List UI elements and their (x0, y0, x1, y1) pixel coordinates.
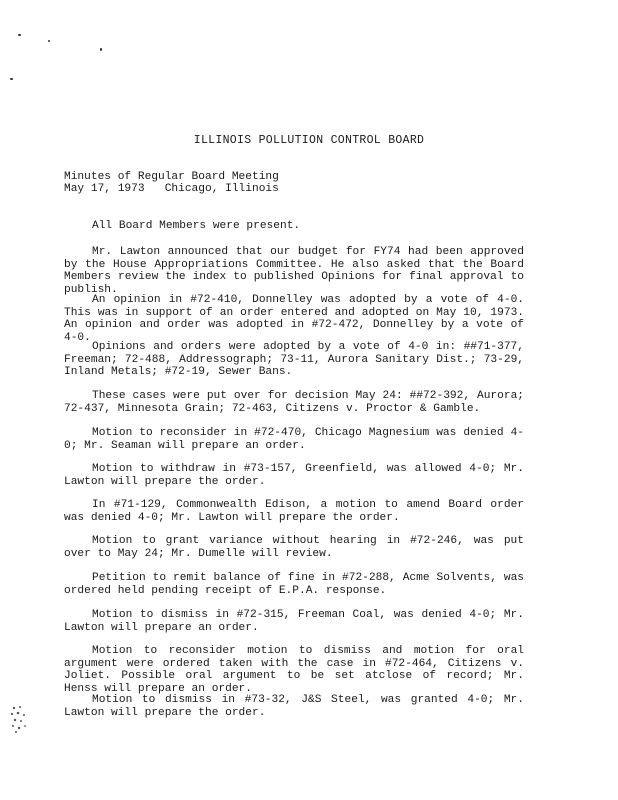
minutes-paragraph: Motion to reconsider motion to dismiss and motion for oral argument were ordered taken with the case in #72-464, Citizens v. Joliet. Possible oral argument to be set atclose of record; Mr. Henss will prepare an order. (64, 645, 524, 695)
scan-speck (10, 78, 13, 80)
minutes-paragraph: In #71-129, Commonwealth Edison, a motion to amend Board order was denied 4-0; Mr. Lawton will prepare the order. (64, 499, 524, 524)
scan-speck (100, 48, 102, 51)
minutes-paragraph: Petition to remit balance of fine in #72-288, Acme Solvents, was ordered held pending receipt of E.P.A. response. (64, 572, 524, 597)
meeting-heading: Minutes of Regular Board Meeting (64, 171, 279, 183)
minutes-paragraph: Motion to dismiss in #72-315, Freeman Coal, was denied 4-0; Mr. Lawton will prepare an order. (64, 609, 524, 634)
minutes-paragraph: Motion to withdraw in #73-157, Greenfield, was allowed 4-0; Mr. Lawton will prepare the order. (64, 463, 524, 488)
archive-stamp-mark (8, 704, 30, 734)
document-title: ILLINOIS POLLUTION CONTROL BOARD (193, 134, 425, 147)
scan-speck (18, 34, 21, 36)
minutes-paragraph: These cases were put over for decision May 24: ##72-392, Aurora; 72-437, Minnesota Grain; 72-463, Citizens v. Proctor & Gamble. (64, 390, 524, 415)
minutes-paragraph: All Board Members were present. (92, 220, 301, 232)
scan-speck (48, 40, 50, 42)
minutes-paragraph: Opinions and orders were adopted by a vote of 4-0 in: ##71-377, Freeman; 72-488, Addressograph; 73-11, Aurora Sanitary Dist.; 73-29, Inland Metals; #72-19, Sewer Bans. (64, 341, 524, 378)
minutes-paragraph: Motion to grant variance without hearing in #72-246, was put over to May 24; Mr. Dumelle will review. (64, 535, 524, 560)
minutes-paragraph: An opinion in #72-410, Donnelley was adopted by a vote of 4-0. This was in support of an order entered and adopted on May 10, 1973. An opinion and order was adopted in #72-472, Donnelley by a vote of 4-0. (64, 294, 524, 344)
minutes-paragraph: Mr. Lawton announced that our budget for FY74 had been approved by the House Appropriations Committee. He also asked that the Board Members review the index to published Opinions for final approval to publish. (64, 246, 524, 296)
meeting-date-location: May 17, 1973 Chicago, Illinois (64, 183, 279, 195)
minutes-paragraph: Motion to dismiss in #73-32, J&S Steel, was granted 4-0; Mr. Lawton will prepare the order. (64, 694, 524, 719)
minutes-paragraph: Motion to reconsider in #72-470, Chicago Magnesium was denied 4-0; Mr. Seaman will prepare an order. (64, 427, 524, 452)
